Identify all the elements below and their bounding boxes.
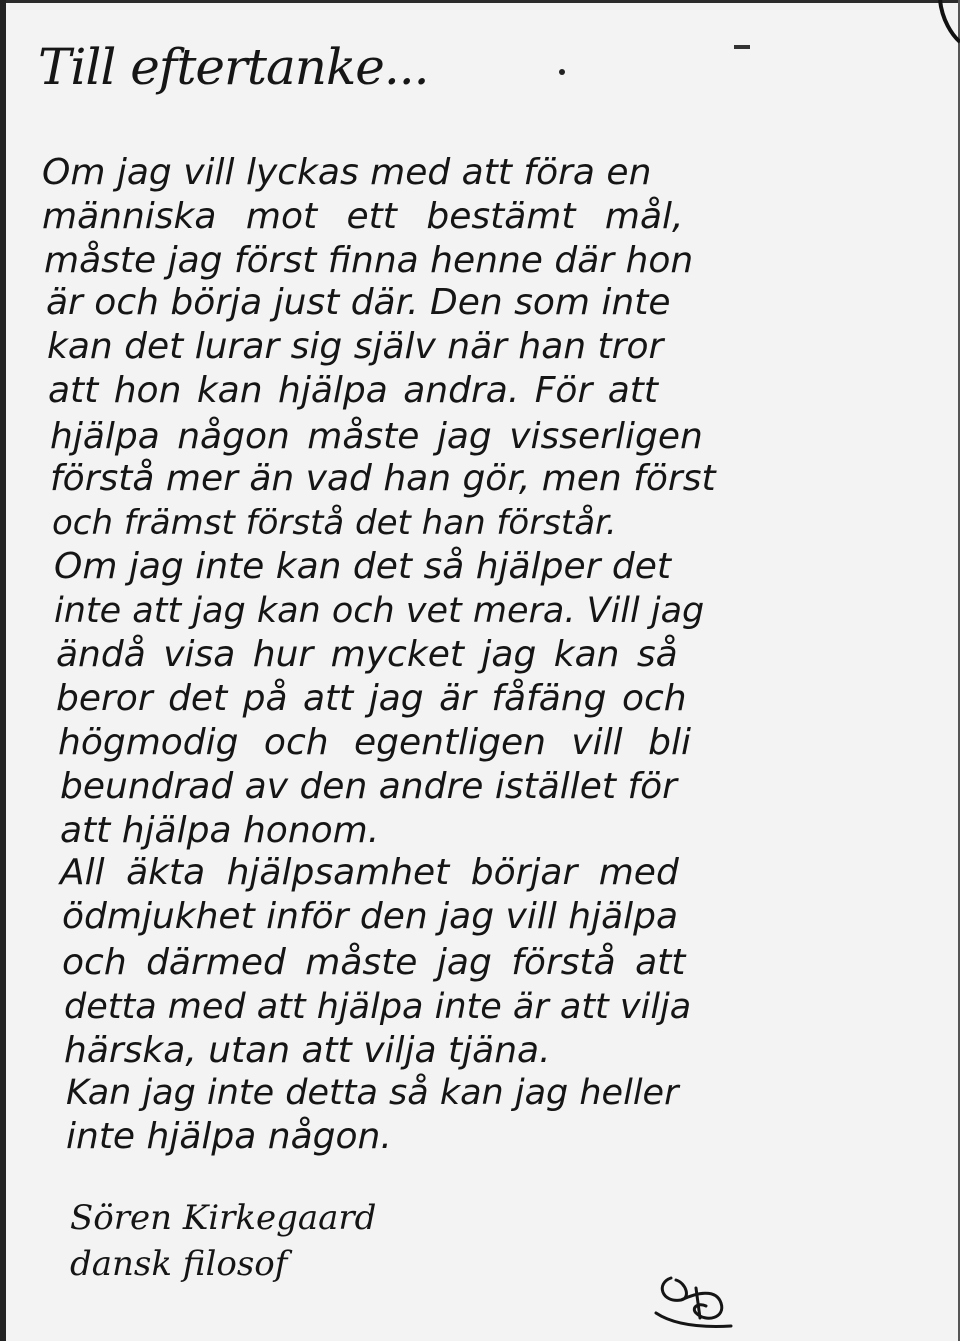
text-line: Om jag vill lyckas med att föra en [42,152,652,193]
text-line: att hjälpa honom. [60,810,380,851]
text-line: detta med att hjälpa inte är att vilja [64,987,692,1027]
text-line: Om jag inte kan det så hjälper det [54,546,671,587]
text-line: kan det lurar sig själv när han tror [47,326,664,367]
text-line: ändå visa hur mycket jag kan så [56,634,678,675]
text-line: och främst förstå det han förstår. [52,503,617,543]
text-line: härska, utan att vilja tjäna. [64,1030,551,1071]
text-line: All äkta hjälpsamhet börjar med [60,852,679,893]
text-line: Kan jag inte detta så kan jag heller [66,1073,679,1113]
text-line: beundrad av den andre istället för [60,766,677,807]
text-line: högmodig och egentligen vill bli [58,722,691,763]
text-line: hjälpa någon måste jag visserligen [50,416,703,457]
handwritten-signature-mark [636,1268,746,1338]
text-line: måste jag först finna henne där hon [44,240,694,281]
text-line: är och börja just där. Den som inte [46,282,671,323]
author-title: dansk filosof [70,1244,288,1284]
text-line: inte att jag kan och vet mera. Vill jag [54,591,705,631]
document-title: Till eftertanke... [38,38,429,96]
text-line: människa mot ett bestämt mål, [42,196,684,237]
author-name: Sören Kirkegaard [70,1198,377,1238]
text-line: förstå mer än vad han gör, men först [50,458,716,499]
text-line: beror det på att jag är fåfäng och [56,678,687,719]
text-line: att hon kan hjälpa andra. För att [48,370,658,411]
text-line: och därmed måste jag förstå att [62,942,686,983]
text-line: ödmjukhet inför den jag vill hjälpa [62,896,679,937]
text-line: inte hjälpa någon. [66,1116,392,1157]
